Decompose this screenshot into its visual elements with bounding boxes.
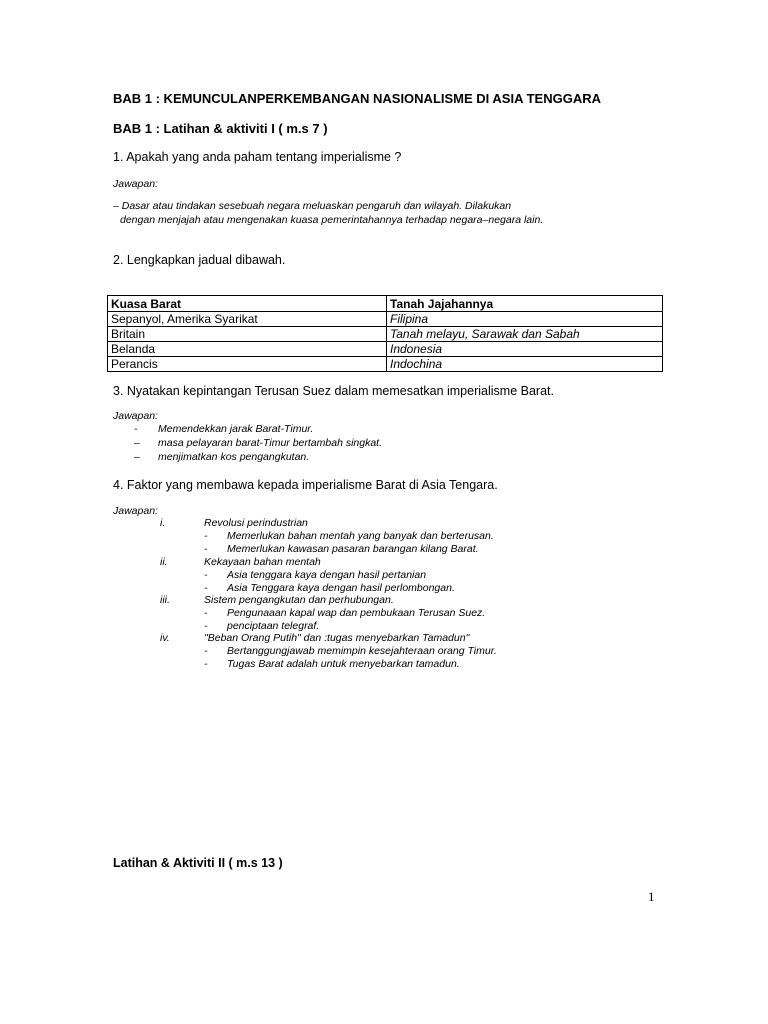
exercise-heading: BAB 1 : Latihan & aktiviti I ( m.s 7 ) xyxy=(113,121,328,136)
q3-bullet-3-dash: – xyxy=(134,451,140,463)
q3-jawapan-label: Jawapan: xyxy=(113,410,158,422)
factor-4-number: iv. xyxy=(160,632,170,644)
factor-2-point-2: Asia Tenggara kaya dengan hasil perlombongan. xyxy=(227,582,455,594)
factor-2-point-1: Asia tenggara kaya dengan hasil pertanian xyxy=(227,569,427,581)
table-header-row xyxy=(108,296,663,312)
table-row xyxy=(108,327,663,342)
factor-2-dash-2: - xyxy=(204,582,208,594)
table-cell: Perancis xyxy=(108,357,387,372)
colonial-powers-table xyxy=(107,295,663,372)
factor-3-number: iii. xyxy=(160,594,170,606)
question-1: 1. Apakah yang anda paham tentang imperialisme ? xyxy=(113,150,402,164)
factor-4-dash-2: - xyxy=(204,658,208,670)
table-row xyxy=(108,342,663,357)
q3-bullet-1-dash: - xyxy=(134,423,138,435)
table-header-kuasa-barat: Kuasa Barat xyxy=(108,296,387,312)
question-2: 2. Lengkapkan jadual dibawah. xyxy=(113,253,286,267)
factor-1-title: Revolusi perindustrian xyxy=(204,517,308,529)
factor-4-dash-1: - xyxy=(204,645,208,657)
factor-3-dash-1: - xyxy=(204,607,208,619)
factor-4-point-1: Bertanggungjawab memimpin kesejahteraan orang Timur. xyxy=(227,645,497,657)
factor-1-dash-1: - xyxy=(204,530,208,542)
table-cell: Filipina xyxy=(387,312,663,327)
page-number: 1 xyxy=(648,889,655,904)
q3-bullet-2-dash: – xyxy=(134,437,140,449)
q4-jawapan-label: Jawapan: xyxy=(113,505,158,517)
section-2-heading: Latihan & Aktiviti II ( m.s 13 ) xyxy=(113,856,283,870)
q3-point-2: masa pelayaran barat-Timur bertambah singkat. xyxy=(158,437,383,449)
factor-3-title: Sistem pengangkutan dan perhubungan. xyxy=(204,594,394,606)
factor-1-number: i. xyxy=(160,517,166,529)
page-heading: BAB 1 : KEMUNCULANPERKEMBANGAN NASIONALISME DI ASIA TENGGARA xyxy=(113,91,601,106)
q3-point-1: Memendekkan jarak Barat-Timur. xyxy=(158,423,314,435)
factor-1-point-2: Memerlukan kawasan pasaran barangan kilang Barat. xyxy=(227,543,479,555)
q1-answer-line-1: – Dasar atau tindakan sesebuah negara meluaskan pengaruh dan wilayah. Dilakukan xyxy=(113,200,512,212)
factor-3-point-1: Pengunaaan kapal wap dan pembukaan Terusan Suez. xyxy=(227,607,486,619)
factor-4-point-2: Tugas Barat adalah untuk menyebarkan tamadun. xyxy=(227,658,460,670)
table-cell: Sepanyol, Amerika Syarikat xyxy=(108,312,387,327)
question-4: 4. Faktor yang membawa kepada imperialisme Barat di Asia Tengara. xyxy=(113,478,498,492)
table-row xyxy=(108,357,663,372)
factor-2-title: Kekayaan bahan mentah xyxy=(204,556,321,568)
table-row xyxy=(108,312,663,327)
factor-2-number: ii. xyxy=(160,556,168,568)
q3-point-3: menjimatkan kos pengangkutan. xyxy=(158,451,310,463)
table-cell: Belanda xyxy=(108,342,387,357)
q1-jawapan-label: Jawapan: xyxy=(113,178,158,190)
factor-3-dash-2: - xyxy=(204,620,208,632)
factor-1-dash-2: - xyxy=(204,543,208,555)
factor-3-point-2: penciptaan telegraf. xyxy=(227,620,320,632)
factor-4-title: "Beban Orang Putih" dan :tugas menyebarkan Tamadun" xyxy=(204,632,470,644)
table-cell: Tanah melayu, Sarawak dan Sabah xyxy=(387,327,663,342)
table-cell: Britain xyxy=(108,327,387,342)
table-header-tanah-jajahan: Tanah Jajahannya xyxy=(387,296,663,312)
factor-2-dash-1: - xyxy=(204,569,208,581)
table-cell: Indochina xyxy=(387,357,663,372)
table-cell: Indonesia xyxy=(387,342,663,357)
q1-answer-line-2: dengan menjajah atau mengenakan kuasa pemerintahannya terhadap negara–negara lain. xyxy=(120,214,544,226)
question-3: 3. Nyatakan kepintangan Terusan Suez dalam memesatkan imperialisme Barat. xyxy=(113,384,554,398)
factor-1-point-1: Memerlukan bahan mentah yang banyak dan berterusan. xyxy=(227,530,494,542)
